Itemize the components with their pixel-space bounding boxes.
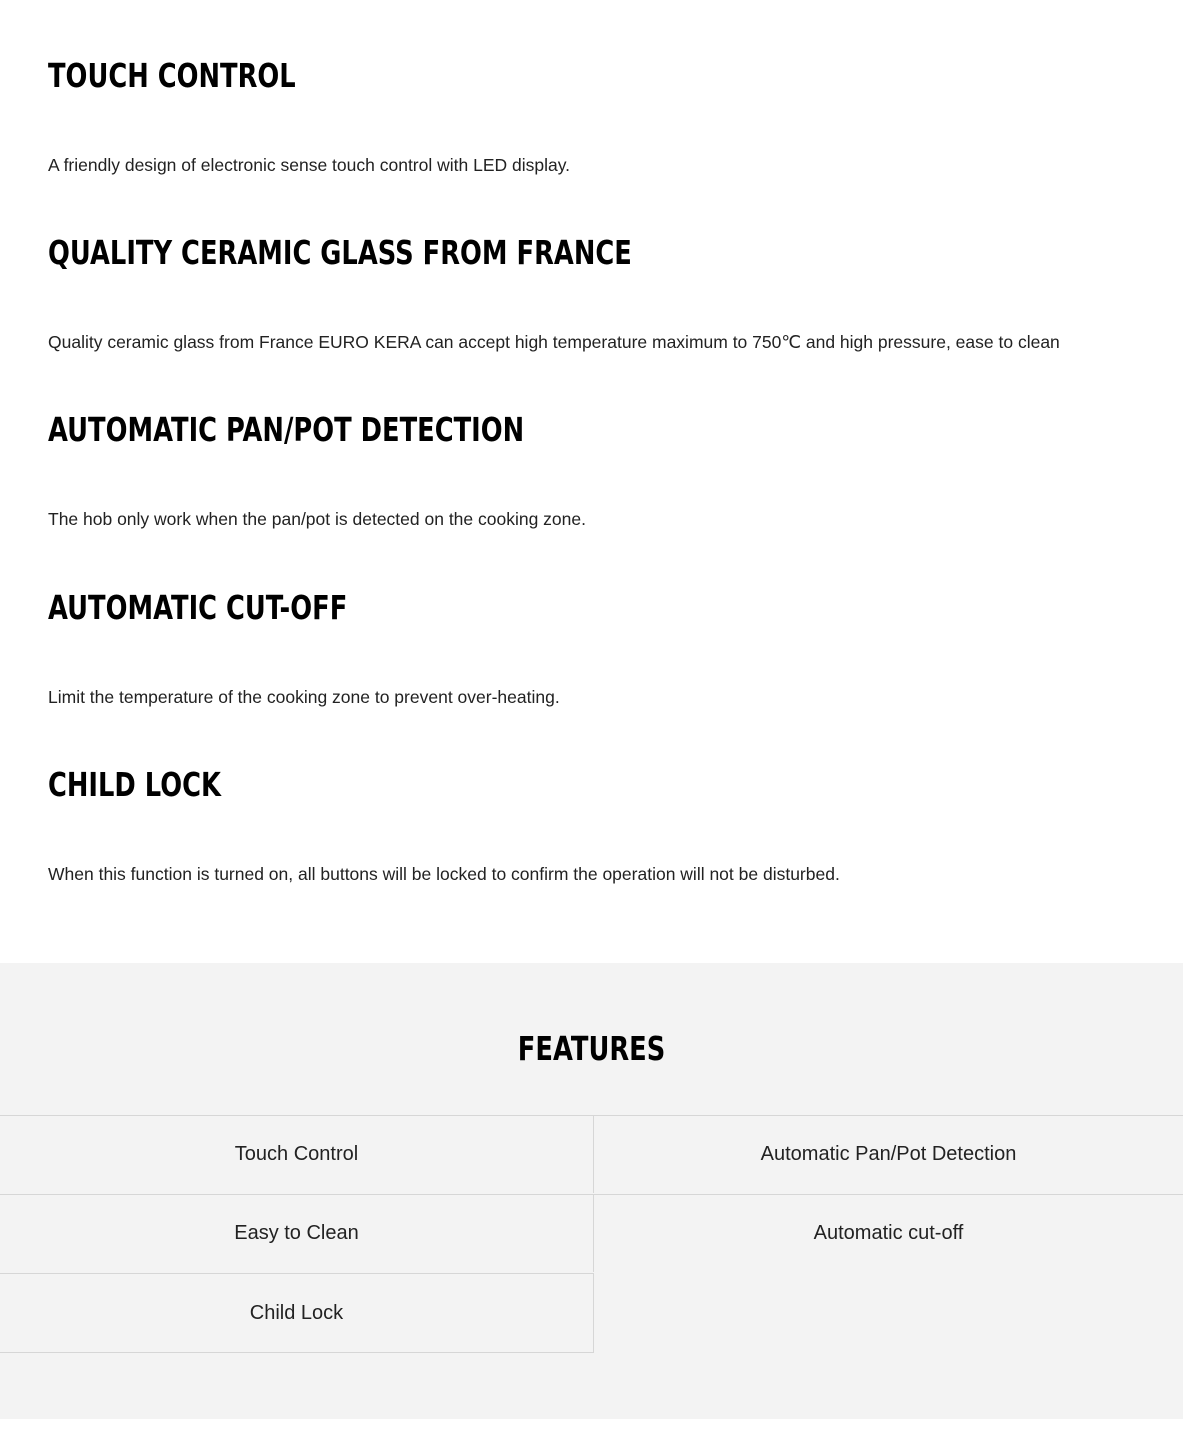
feature-item-pan-detection: Automatic Pan/Pot Detection: [594, 1115, 1183, 1193]
feature-item-child-lock: Child Lock: [0, 1273, 594, 1353]
section-text: Limit the temperature of the cooking zone to prevent over-heating.: [48, 687, 560, 707]
features-title: FEATURES: [517, 1029, 666, 1068]
section-touch-control: [48, 56, 1148, 175]
section-text: The hob only work when the pan/pot is detected on the cooking zone.: [48, 509, 586, 529]
features-panel: [0, 963, 1183, 1419]
section-title: QUALITY CERAMIC GLASS FROM FRANCE: [48, 233, 632, 272]
section-pan-detection: [48, 410, 1148, 529]
section-text: A friendly design of electronic sense touch control with LED display.: [48, 155, 571, 175]
feature-item-touch-control: Touch Control: [0, 1115, 594, 1193]
section-ceramic-glass: [48, 233, 1148, 352]
section-title: AUTOMATIC CUT-OFF: [48, 588, 348, 627]
section-title: CHILD LOCK: [48, 765, 221, 804]
section-text: When this function is turned on, all buttons will be locked to confirm the operation will not be disturbed.: [48, 864, 840, 884]
section-text: Quality ceramic glass from France EURO KERA can accept high temperature maximum to 750℃ and high pressure, ease to clean: [48, 332, 1060, 352]
feature-item-cut-off: Automatic cut-off: [594, 1194, 1183, 1272]
feature-item-easy-clean: Easy to Clean: [0, 1194, 594, 1272]
section-title: TOUCH CONTROL: [48, 56, 296, 95]
section-title: AUTOMATIC PAN/POT DETECTION: [48, 410, 525, 449]
section-cut-off: [48, 588, 1148, 707]
section-child-lock: [48, 765, 1148, 884]
